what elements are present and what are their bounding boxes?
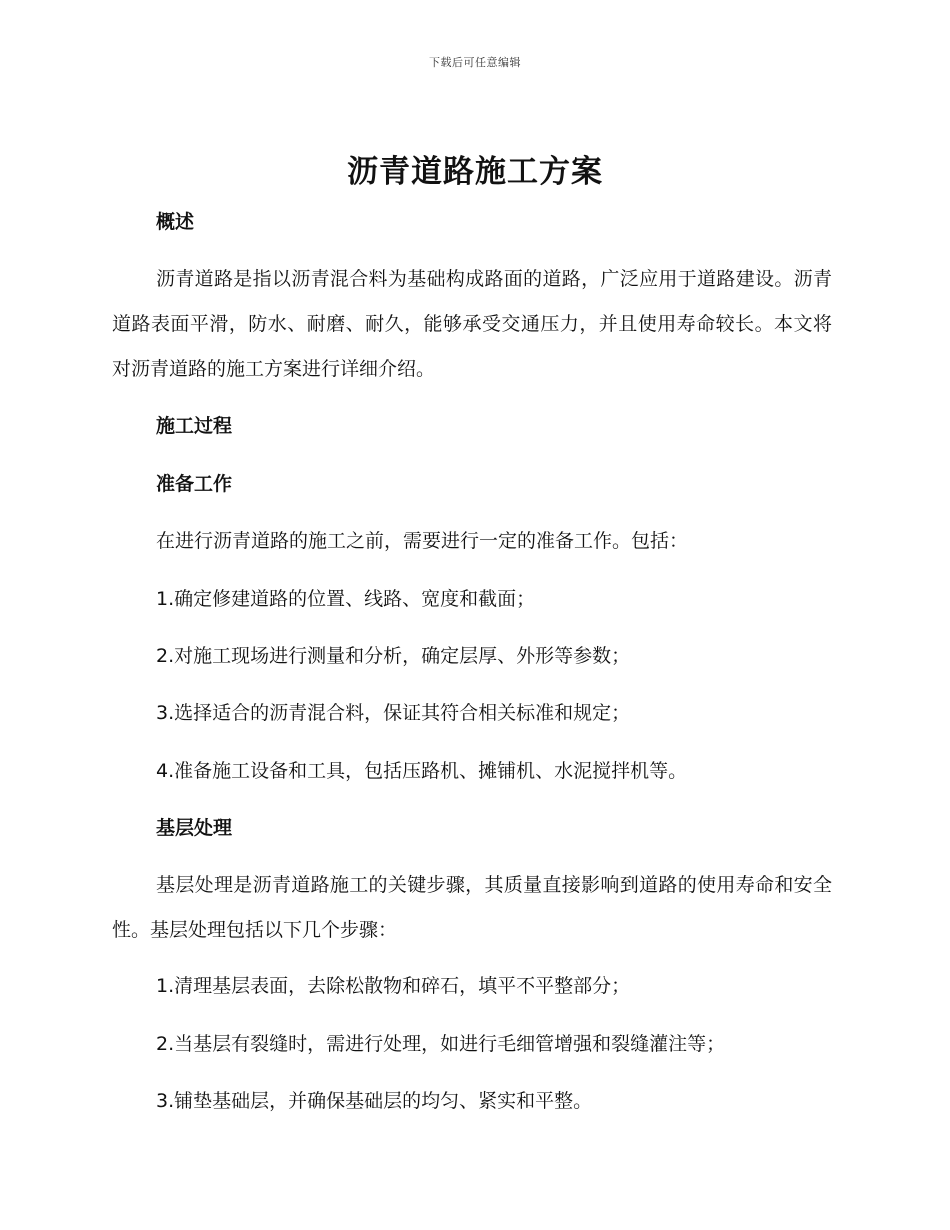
base-intro: 基层处理是沥青道路施工的关键步骤，其质量直接影响到道路的使用寿命和安全性。基层处理包括以下几个步骤： xyxy=(112,874,832,941)
section-heading-overview: 概述 xyxy=(156,211,195,233)
subsection-heading-base: 基层处理 xyxy=(156,817,233,839)
overview-paragraph: 沥青道路是指以沥青混合料为基础构成路面的道路，广泛应用于道路建设。沥青道路表面平滑，防水、耐磨、耐久，能够承受交通压力，并且使用寿命较长。本文将对沥青道路的施工方案进行详细介绍。 xyxy=(112,268,832,380)
preparation-intro: 在进行沥青道路的施工之前，需要进行一定的准备工作。包括： xyxy=(156,530,689,552)
base-item-1: 1.清理基层表面，去除松散物和碎石，填平不平整部分； xyxy=(156,975,631,997)
page-header-note: 下载后可任意编辑 xyxy=(429,56,521,69)
preparation-item-1: 1.确定修建道路的位置、线路、宽度和截面； xyxy=(156,588,536,610)
base-item-2: 2.当基层有裂缝时，需进行处理，如进行毛细管增强和裂缝灌注等； xyxy=(156,1033,726,1055)
section-heading-process: 施工过程 xyxy=(156,415,233,437)
subsection-heading-preparation: 准备工作 xyxy=(156,473,233,495)
document-title: 沥青道路施工方案 xyxy=(347,154,603,190)
preparation-item-4: 4.准备施工设备和工具，包括压路机、摊铺机、水泥搅拌机等。 xyxy=(156,760,688,782)
preparation-item-2: 2.对施工现场进行测量和分析，确定层厚、外形等参数； xyxy=(156,645,631,667)
base-item-3: 3.铺垫基础层，并确保基础层的均匀、紧实和平整。 xyxy=(156,1090,593,1112)
preparation-item-3: 3.选择适合的沥青混合料，保证其符合相关标准和规定； xyxy=(156,702,631,724)
